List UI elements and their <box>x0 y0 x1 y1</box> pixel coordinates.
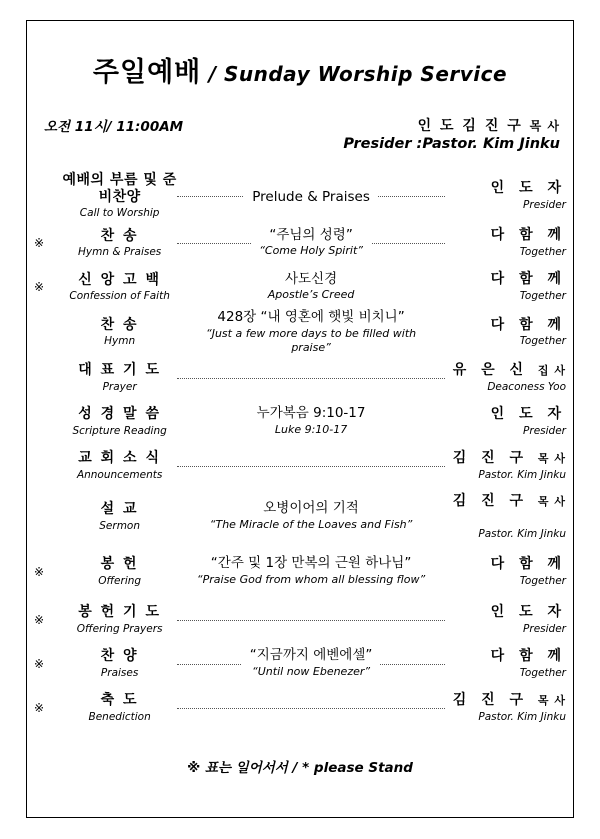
program-leader <box>439 265 566 309</box>
leader-korean <box>439 493 566 510</box>
program-leader <box>439 309 566 356</box>
program-item <box>56 356 183 400</box>
item-label-english: Benediction <box>88 710 151 723</box>
detail-korean: 사도신경 <box>284 270 338 287</box>
detail-korean: 428장 “내 영혼에 햇빛 비치니” <box>217 309 405 325</box>
page-title <box>34 50 566 89</box>
leader-english: Together <box>519 246 566 259</box>
leader-korean-name: 다 함 께 <box>490 271 566 288</box>
detail-korean: “주님의 성령” <box>269 226 353 243</box>
item-label-english: Hymn & Praises <box>78 246 162 259</box>
item-label-korean: 성 경 말 씀 <box>78 406 161 423</box>
detail-text <box>202 500 421 532</box>
service-meta <box>34 115 566 171</box>
item-label-korean: 봉 헌 <box>100 556 139 573</box>
leader-korean <box>439 227 566 244</box>
table-row <box>34 400 566 444</box>
program-detail <box>183 444 439 488</box>
leader-korean <box>439 450 566 467</box>
program-detail <box>183 265 439 309</box>
detail-text <box>242 647 381 679</box>
program-leader <box>439 642 566 686</box>
presider-korean <box>418 115 560 135</box>
leader-korean-name: 김 진 구 <box>452 492 538 509</box>
program-item <box>56 642 183 686</box>
item-label-english: Praises <box>100 666 139 679</box>
table-row <box>34 444 566 488</box>
program-item <box>56 309 183 356</box>
detail-english: Luke 9:10-17 <box>274 423 348 437</box>
program-item <box>56 265 183 309</box>
program-detail <box>183 642 439 686</box>
item-label-korean: 봉 헌 기 도 <box>78 604 161 621</box>
leader-korean-name: 인 도 자 <box>490 603 566 620</box>
program-item <box>56 400 183 444</box>
leader-english: Presider <box>523 622 566 635</box>
table-row <box>34 488 566 546</box>
program-item <box>56 686 183 730</box>
item-label-english: Call to Worship <box>79 207 160 220</box>
program-detail <box>183 546 439 598</box>
program-table <box>34 171 566 730</box>
dot-leader <box>177 620 445 621</box>
stand-marker: ※ <box>34 656 45 671</box>
leader-korean-name: 다 함 께 <box>490 316 566 333</box>
leader-korean-title: 목 사 <box>537 693 566 707</box>
leader-korean <box>439 271 566 288</box>
detail-english: “Until now Ebenezer” <box>252 665 371 679</box>
stand-marker: ※ <box>34 236 45 250</box>
detail-english: “Praise God from whom all blessing flow” <box>196 573 426 587</box>
program-leader <box>439 221 566 265</box>
leader-korean-name: 인 도 자 <box>490 405 566 422</box>
service-time: 오전 11시/ 11:00AM <box>44 119 184 135</box>
leader-english: Together <box>519 574 566 587</box>
program-rows <box>34 171 566 730</box>
leader-english: Presider <box>523 424 566 437</box>
table-row <box>34 171 566 221</box>
item-label-english: Confession of Faith <box>69 290 170 303</box>
item-label-korean: 축 도 <box>100 692 139 709</box>
title-separator: / <box>201 62 224 86</box>
leader-korean <box>439 648 566 665</box>
leader-korean-name: 유 은 신 <box>452 361 538 378</box>
program-leader <box>439 356 566 400</box>
program-item <box>56 488 183 546</box>
stand-marker: ※ <box>34 612 45 627</box>
program-leader <box>439 686 566 730</box>
leader-korean <box>439 317 566 334</box>
stand-marker <box>34 309 56 356</box>
program-item <box>56 171 183 221</box>
program-detail <box>183 309 439 356</box>
detail-english: “Just a few more days to be filled with praise” <box>206 326 417 354</box>
leader-korean-name: 김 진 구 <box>452 449 538 466</box>
presider-english: Presider :Pastor. Kim Jinku <box>343 136 560 152</box>
program-leader <box>439 444 566 488</box>
table-row <box>34 598 566 642</box>
leader-korean-name: 인 도 자 <box>490 180 566 197</box>
program-item <box>56 221 183 265</box>
leader-korean-title: 집 사 <box>537 363 566 377</box>
detail-korean: “지금까지 에벤에셀” <box>249 647 373 664</box>
table-row <box>34 686 566 730</box>
item-label-english: Offering Prayers <box>76 622 163 635</box>
program-item <box>56 598 183 642</box>
table-row <box>34 642 566 686</box>
item-label-korean: 교 회 소 식 <box>78 450 161 467</box>
detail-english: “The Miracle of the Loaves and Fish” <box>209 518 413 532</box>
detail-korean: 누가복음 9:10-17 <box>256 405 366 422</box>
stand-marker <box>34 444 56 488</box>
item-label-korean: 찬 송 <box>100 227 139 244</box>
dot-leader <box>177 378 445 379</box>
detail-text <box>189 555 433 587</box>
item-label-english: Scripture Reading <box>72 424 167 437</box>
detail-english: Apostle’s Creed <box>267 288 355 302</box>
leader-korean <box>439 180 566 197</box>
leader-korean-name: 다 함 께 <box>490 647 566 664</box>
item-label-korean: 설 교 <box>100 501 139 518</box>
stand-marker <box>34 400 56 444</box>
leader-korean-title: 목 사 <box>537 494 566 508</box>
item-label-english: Prayer <box>102 380 137 393</box>
presider-korean-title: 목 사 <box>529 119 560 133</box>
table-row <box>34 546 566 598</box>
leader-english: Pastor. Kim Jinku <box>478 527 566 540</box>
table-row <box>34 356 566 400</box>
stand-note: ※ 표는 일어서서 / * please Stand <box>187 759 413 776</box>
program-leader <box>439 171 566 221</box>
leader-korean-name: 다 함 께 <box>490 555 566 572</box>
leader-korean <box>439 604 566 621</box>
program-detail <box>183 598 439 642</box>
program-detail <box>183 488 439 546</box>
item-label-korean: 대 표 기 도 <box>78 362 161 379</box>
table-row <box>34 221 566 265</box>
title-korean: 주일예배 <box>92 57 202 88</box>
leader-korean-name: 다 함 께 <box>490 227 566 244</box>
leader-english: Pastor. Kim Jinku <box>478 468 566 481</box>
program-item <box>56 546 183 598</box>
item-label-korean: 찬 송 <box>100 316 139 333</box>
item-label-english: Sermon <box>99 519 140 532</box>
stand-marker <box>34 488 56 546</box>
stand-marker: ※ <box>34 280 45 294</box>
program-detail <box>183 686 439 730</box>
dot-leader <box>177 708 445 709</box>
program-detail <box>183 221 439 265</box>
detail-korean: 오병이어의 기적 <box>263 500 359 517</box>
detail-text <box>251 227 371 259</box>
leader-korean <box>439 362 566 379</box>
leader-english: Presider <box>523 199 566 212</box>
program-leader <box>439 488 566 546</box>
presider-korean-main: 인 도 김 진 구 <box>417 118 530 134</box>
stand-marker: ※ <box>34 700 45 715</box>
detail-english: “Come Holy Spirit” <box>259 244 363 258</box>
detail-text <box>244 189 378 206</box>
table-row <box>34 265 566 309</box>
program-detail <box>183 171 439 221</box>
item-label-korean: 신 앙 고 백 <box>78 271 161 288</box>
item-label-english: Offering <box>98 574 142 587</box>
leader-english: Deaconess Yoo <box>487 380 566 393</box>
leader-english: Pastor. Kim Jinku <box>478 710 566 723</box>
item-label-english: Hymn <box>104 335 136 348</box>
detail-text <box>183 309 439 354</box>
leader-english: Together <box>519 290 566 303</box>
program-item <box>56 444 183 488</box>
dot-leader <box>177 466 445 467</box>
leader-korean-title: 목 사 <box>537 451 566 465</box>
leader-english: Together <box>519 335 566 348</box>
program-leader <box>439 546 566 598</box>
detail-text <box>249 405 374 437</box>
detail-korean: “간주 및 1장 만복의 근원 하나님” <box>210 555 412 572</box>
item-label-korean: 찬 양 <box>100 648 139 665</box>
leader-korean <box>439 556 566 573</box>
leader-english: Together <box>519 666 566 679</box>
leader-korean-name: 김 진 구 <box>452 691 538 708</box>
table-row <box>34 309 566 356</box>
leader-korean <box>439 692 566 709</box>
item-label-korean: 예배의 부름 및 준비찬양 <box>62 172 177 205</box>
detail-korean: Prelude & Praises <box>252 189 370 205</box>
stand-marker: ※ <box>34 564 45 579</box>
detail-text <box>260 271 363 303</box>
stand-marker <box>34 171 56 221</box>
stand-marker <box>34 356 56 400</box>
item-label-english: Announcements <box>76 468 163 481</box>
program-leader <box>439 598 566 642</box>
title-english: Sunday Worship Service <box>223 62 508 86</box>
program-detail <box>183 356 439 400</box>
leader-korean <box>439 406 566 423</box>
program-leader <box>439 400 566 444</box>
program-detail <box>183 400 439 444</box>
bulletin-content <box>34 28 566 810</box>
